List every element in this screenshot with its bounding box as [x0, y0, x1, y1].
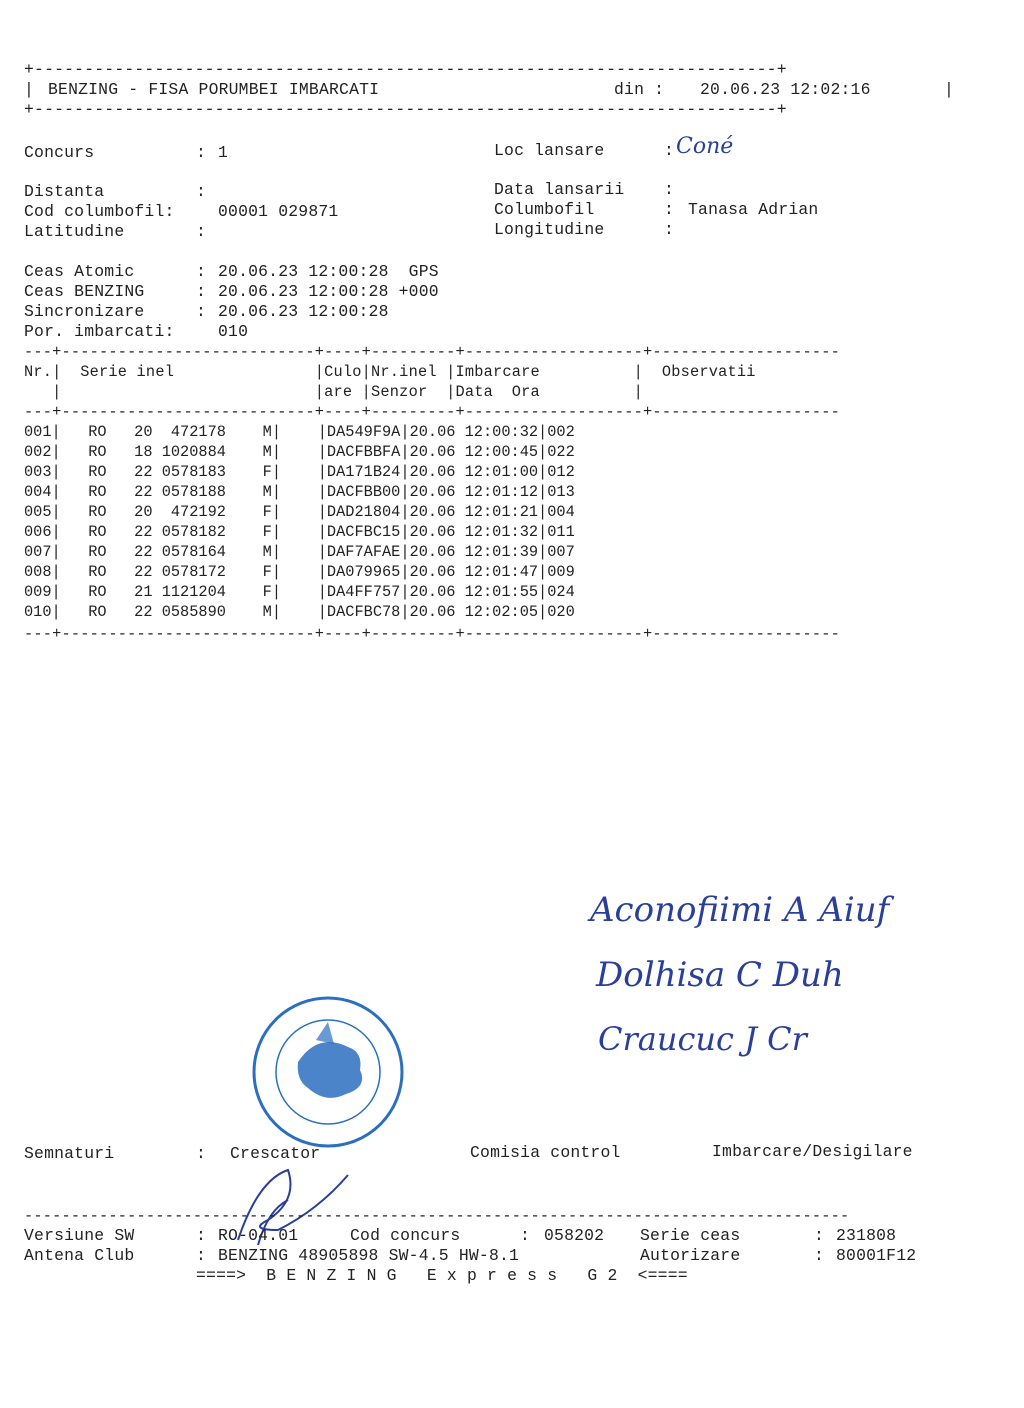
- loc-lansare-colon: :: [664, 141, 675, 160]
- versiune-sw-value: RO-04.01: [218, 1226, 299, 1245]
- table-row: 006| RO 22 0578182 F| |DACFBC15|20.06 12:01:32|011: [24, 523, 575, 541]
- semnaturi-colon: :: [196, 1144, 207, 1163]
- table-row: 008| RO 22 0578172 F| |DA079965|20.06 12:01:47|009: [24, 563, 575, 581]
- autorizare-value: 80001F12: [836, 1246, 917, 1265]
- cod-columbofil-label: Cod columbofil:: [24, 202, 175, 221]
- table-row: 005| RO 20 472192 F| |DAD21804|20.06 12:01:21|004: [24, 503, 575, 521]
- header-pipe-left: |: [24, 80, 35, 99]
- latitudine-label: Latitudine: [24, 222, 125, 241]
- versiune-sw-label: Versiune SW: [24, 1226, 135, 1245]
- longitudine-label: Longitudine: [494, 220, 605, 239]
- columbofil-label: Columbofil: [494, 200, 595, 219]
- table-row: 003| RO 22 0578183 F| |DA171B24|20.06 12:01:00|012: [24, 463, 575, 481]
- latitudine-colon: :: [196, 222, 207, 241]
- handwritten-signature-3: Craucuc J Cr: [598, 1020, 807, 1058]
- header-title: BENZING - FISA PORUMBEI IMBARCATI: [48, 80, 380, 99]
- ceas-benzing-colon: :: [196, 282, 207, 301]
- por-imbarcati-value: 010: [218, 322, 249, 341]
- table-rule-bottom: ---+---------------------------+----+---------+-------------------+--------------------: [24, 625, 841, 643]
- cod-concurs-colon: :: [520, 1226, 531, 1245]
- data-lansarii-colon: :: [664, 180, 675, 199]
- footer-rule: ----------------------------------------------------------------------------------------: [24, 1207, 850, 1225]
- por-imbarcati-label: Por. imbarcati:: [24, 322, 175, 341]
- club-stamp: [248, 992, 408, 1152]
- sincronizare-colon: :: [196, 302, 207, 321]
- imbarcare-desigilare-label: Imbarcare/Desigilare: [712, 1142, 913, 1161]
- table-row: 002| RO 18 1020884 M| |DACFBBFA|20.06 12:00:45|022: [24, 443, 575, 461]
- table-row: 009| RO 21 1121204 F| |DA4FF757|20.06 12:01:55|024: [24, 583, 575, 601]
- antena-colon: :: [196, 1246, 207, 1265]
- distanta-colon: :: [196, 182, 207, 201]
- header-pipe-right: |: [944, 80, 955, 99]
- header-border-bottom: +--------------------------------------------------------------------------+: [24, 100, 787, 119]
- ceas-atomic-label: Ceas Atomic: [24, 262, 135, 281]
- serie-ceas-label: Serie ceas: [640, 1226, 741, 1245]
- pigeon-icon: [298, 1042, 362, 1098]
- antena-club-label: Antena Club: [24, 1246, 135, 1265]
- cod-columbofil-value: 00001 029871: [218, 202, 339, 221]
- sincronizare-value: 20.06.23 12:00:28: [218, 302, 389, 321]
- table-rule-top: ---+---------------------------+----+---------+-------------------+--------------------: [24, 343, 841, 361]
- data-lansarii-label: Data lansarii: [494, 180, 625, 199]
- table-row: 001| RO 20 472178 M| |DA549F9A|20.06 12:00:32|002: [24, 423, 575, 441]
- columbofil-colon: :: [664, 200, 675, 219]
- benzing-banner: ====> B E N Z I N G E x p r e s s G 2 <====: [196, 1266, 688, 1285]
- ceas-benzing-value: 20.06.23 12:00:28 +000: [218, 282, 439, 301]
- concurs-label: Concurs: [24, 143, 95, 162]
- handwritten-signature-1: Aconofiimi A Aiuf: [590, 890, 890, 930]
- ceas-atomic-colon: :: [196, 262, 207, 281]
- distanta-label: Distanta: [24, 182, 105, 201]
- cod-concurs-label: Cod concurs: [350, 1226, 461, 1245]
- antena-club-value: BENZING 48905898 SW-4.5 HW-8.1: [218, 1246, 520, 1265]
- header-date-label: din :: [614, 80, 665, 99]
- table-rule-mid: ---+---------------------------+----+---------+-------------------+--------------------: [24, 403, 841, 421]
- serie-ceas-value: 231808: [836, 1226, 897, 1245]
- concurs-value: 1: [218, 143, 229, 162]
- header-border-top: +--------------------------------------------------------------------------+: [24, 60, 787, 79]
- longitudine-colon: :: [664, 220, 675, 239]
- table-row: 004| RO 22 0578188 M| |DACFBB00|20.06 12:01:12|013: [24, 483, 575, 501]
- comisia-control-label: Comisia control: [470, 1143, 621, 1162]
- header-date-value: 20.06.23 12:02:16: [700, 80, 871, 99]
- handwritten-signature-2: Dolhisa C Duh: [596, 955, 844, 995]
- ceas-atomic-value: 20.06.23 12:00:28 GPS: [218, 262, 439, 281]
- cod-concurs-value: 058202: [544, 1226, 605, 1245]
- serie-ceas-colon: :: [814, 1226, 825, 1245]
- ceas-benzing-label: Ceas BENZING: [24, 282, 145, 301]
- table-header-line1: Nr.| Serie inel |Culo|Nr.inel |Imbarcare | Observatii: [24, 363, 756, 381]
- autorizare-colon: :: [814, 1246, 825, 1265]
- semnaturi-label: Semnaturi: [24, 1144, 115, 1163]
- crescator-label: Crescator: [230, 1144, 321, 1163]
- loc-lansare-label: Loc lansare: [494, 141, 605, 160]
- concurs-colon: :: [196, 143, 207, 162]
- columbofil-value: Tanasa Adrian: [688, 200, 819, 219]
- table-row: 007| RO 22 0578164 M| |DAF7AFAE|20.06 12:01:39|007: [24, 543, 575, 561]
- table-header-line2: | |are |Senzor |Data Ora |: [24, 383, 644, 401]
- sincronizare-label: Sincronizare: [24, 302, 145, 321]
- loc-lansare-handwritten: Coné: [676, 134, 734, 159]
- versiune-colon: :: [196, 1226, 207, 1245]
- table-row: 010| RO 22 0585890 M| |DACFBC78|20.06 12:02:05|020: [24, 603, 575, 621]
- autorizare-label: Autorizare: [640, 1246, 741, 1265]
